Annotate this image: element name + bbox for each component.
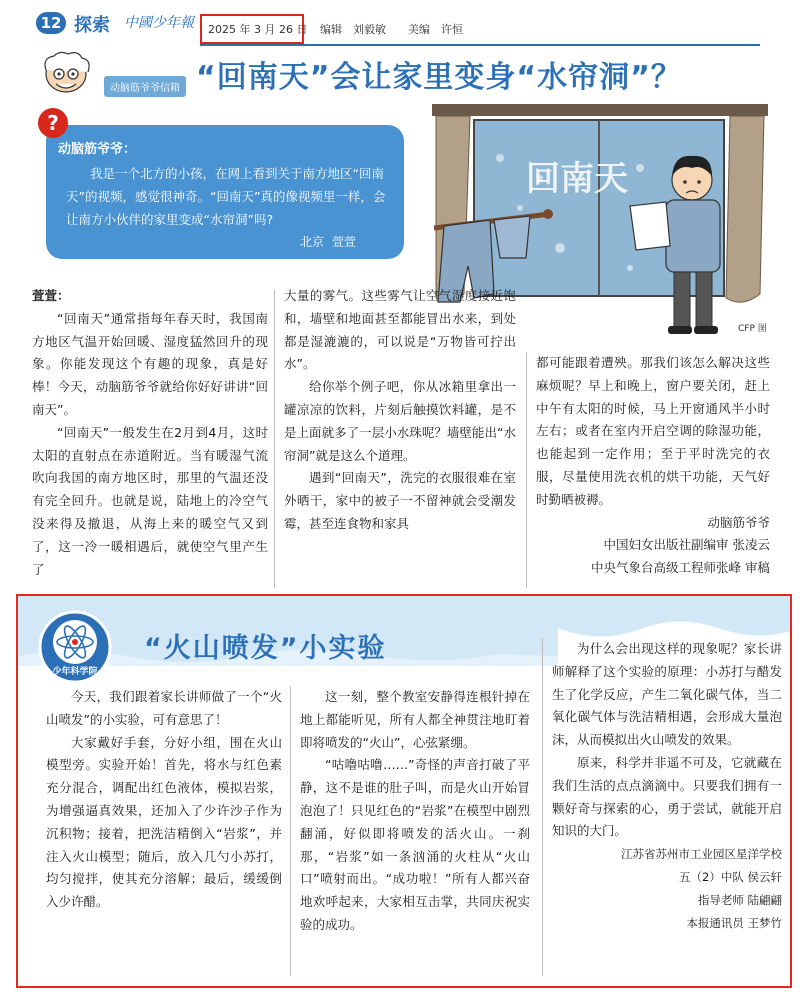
question-signature: 北京 萱萱 — [300, 235, 356, 249]
newspaper-logo: 中國少年報 — [124, 15, 194, 31]
paragraph: 为什么会出现这样的现象呢？家长讲师解释了这个实验的原理：小苏打与醋发生了化学反应，产生二氧化碳气体，当二氧化碳气体与洗洁精相遇，会形成大量泡沫，从而模拟出火山喷发的效果。 — [552, 641, 782, 748]
teacher-signature: 指导老师 陆翩翩 — [697, 892, 782, 907]
paragraph: 都可能跟着遭殃。那我们该怎么解决这些麻烦呢？早上和晚上，窗户要关闭，赶上中午有太阳的时候，马上开窗通风半小时左右；或者在室内开启空调的除湿功能，也能起到一定作用；至于平时洗完的衣服，尽量使用洗衣机的烘干功能，天气好时勤晒被褥。 — [536, 355, 770, 507]
reviewer-signature: 中央气象台高级工程师张峰 审稿 — [591, 560, 770, 576]
column-tag: 动脑筋爷爷信箱 — [104, 76, 186, 97]
salutation: 萱萱： — [32, 288, 70, 303]
school-signature: 江苏省苏州市工业园区星洋学校 — [621, 847, 782, 862]
issue-date: 2025 年 3 月 26 日 — [208, 23, 308, 36]
paragraph: 遇到“回南天”，洗完的衣服很难在室外晒干，家中的被子一不留神就会受潮发霉，甚至连食物和家具 — [284, 470, 516, 531]
paragraph: “咕噜咕噜……”奇怪的声音打破了平静，这不是谁的肚子叫，而是火山开始冒泡泡了！只见红色的“岩浆”在模型中剧烈翻涌，好似即将喷发的活火山。一刹那，“岩浆”如一条汹涌的火柱从“火山口”喷射而出。“成功啦！”所有人都兴奋地欢呼起来，大家相互击掌，共同庆祝实验的成功。 — [300, 757, 530, 932]
article-column-1 — [32, 285, 268, 589]
grandpa-mascot-icon — [36, 48, 98, 96]
column-divider — [542, 638, 543, 976]
paragraph: 大量的雾气。这些雾气让空气湿度接近饱和，墙壁和地面甚至都能冒出水来，到处都是湿漉漉的，可以说是“万物皆可拧出水”。 — [284, 288, 516, 372]
paragraph: “回南天”通常指每年春天时，我国南方地区气温开始回暖、湿度猛然回升的现象。你能发现这个有趣的现象，真是好棒！今天，动脑筋爷爷就给你好好讲讲“回南天”。 — [32, 310, 268, 417]
article-column-2 — [284, 285, 516, 589]
experiment-title: “火山喷发”小实验 — [144, 633, 387, 664]
paragraph: 这一刻，整个教室安静得连根针掉在地上都能听见，所有人都全神贯注地盯着即将喷发的“火山”，心弦紧绷。 — [300, 689, 530, 750]
header-rule — [200, 44, 760, 46]
author-signature: 动脑筋爷爷 — [707, 514, 770, 530]
column-divider — [526, 352, 527, 588]
experiment-panel — [16, 594, 792, 988]
question-mark-icon: ? — [38, 108, 68, 138]
editor-credits: 编辑 刘毅敏 美编 许恒 — [320, 23, 463, 36]
logo-text: 少年科学院 — [52, 667, 98, 677]
reviewer-signature: 中国妇女出版社副编审 张凌云 — [603, 537, 770, 553]
paragraph: “回南天”一般发生在2月到4月，这时太阳的直射点在赤道附近。当有暖湿气流吹向我国的南方地区时，那里的气温还没有完全回升。也就是说，陆地上的冷空气没来得及撤退，从海上来的暖空气又到了，这一冷一暖相遇后，就使空气里产生了 — [32, 424, 268, 577]
article-title: “回南天”会让家里变身“水帘洞”？ — [196, 60, 682, 95]
experiment-column-1 — [46, 686, 282, 914]
window-steam-text: 回南天 — [526, 159, 628, 199]
experiment-column-3 — [552, 638, 782, 934]
article-column-3 — [536, 352, 770, 590]
photo-credit: CFP 图 — [736, 321, 769, 334]
column-divider — [274, 290, 275, 588]
section-name: 探索 — [74, 15, 110, 36]
question-body: 我是一个北方的小孩，在网上看到关于南方地区“回南天”的视频，感觉很神奇。“回南天”真的像视频里一样，会让南方小伙伴的家里变成“水帘洞”吗? — [66, 166, 386, 227]
experiment-column-2 — [300, 686, 530, 937]
paragraph: 今天，我们跟着家长讲师做了一个“火山喷发”的小实验，可有意思了！ — [46, 689, 282, 727]
science-academy-logo-icon — [38, 610, 112, 684]
paragraph: 原来，科学并非遥不可及，它就藏在我们生活的点点滴滴中。只要我们拥有一颗好奇与探索的心，勇于尝试，就能开启知识的大门。 — [552, 754, 782, 839]
student-signature: 五（2）中队 侯云轩 — [679, 869, 782, 884]
paragraph: 大家戴好手套，分好小组，围在火山模型旁。实验开始！首先，将水与红色素充分混合，调配出红色液体，模拟岩浆，为增强逼真效果，还加入了少许沙子作为沉积物；接着，把洗洁精倒入“岩浆”，并注入火山模型；随后，放入几勺小苏打，均匀搅拌，使其充分溶解；最后，缓缓倒入少许醋。 — [46, 734, 282, 910]
correspondent-signature: 本报通讯员 王梦竹 — [686, 915, 782, 930]
question-salutation: 动脑筋爷爷： — [58, 142, 137, 157]
page-number-badge: 12 — [36, 12, 66, 34]
paragraph: 给你举个例子吧，你从冰箱里拿出一罐凉凉的饮料，片刻后触摸饮料罐，是不是上面就多了一层小水珠呢？墙壁能出“水帘洞”就是这么个道理。 — [284, 379, 516, 463]
column-divider — [290, 686, 291, 976]
